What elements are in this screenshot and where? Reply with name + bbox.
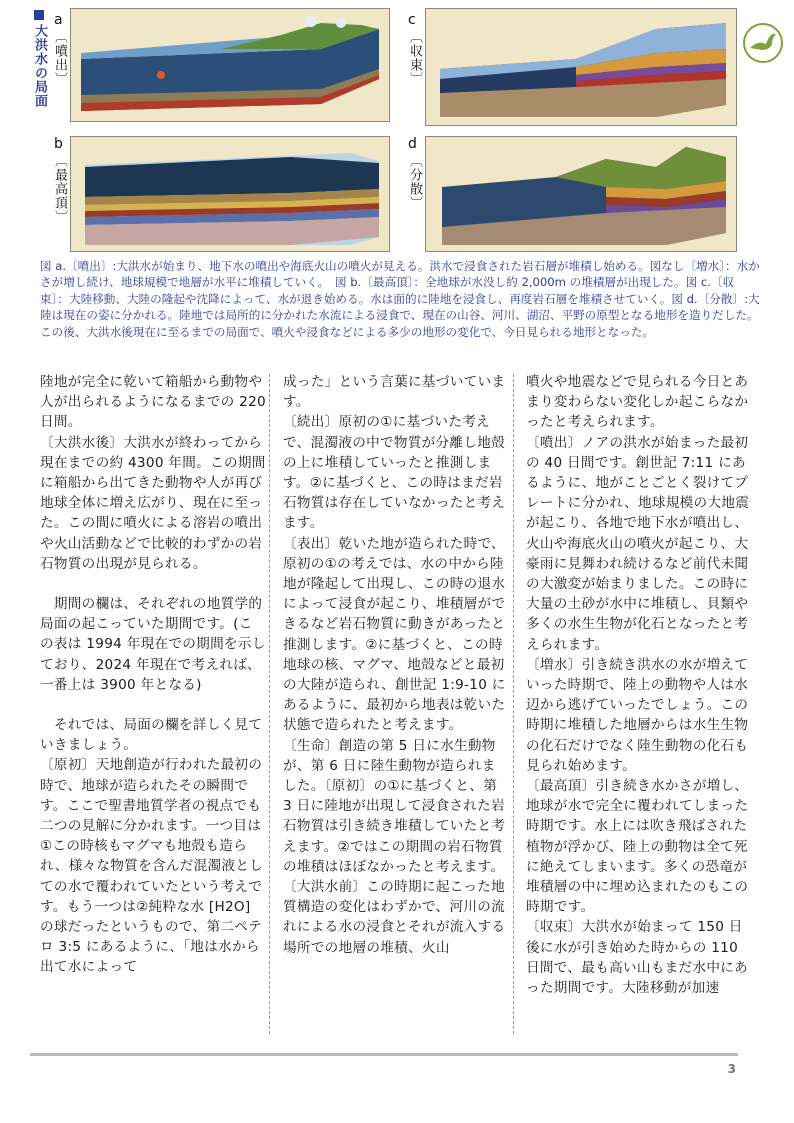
paragraph: 〔噴出〕ノアの洪水が始まった最初の 40 日間です。創世記 7:11 にあるように、地がことごとく裂けてプレートに分かれ、地球規模の大地震が起こり、各地で地下水が噴出し、火山や海底火山の噴火が起こり、大豪雨に見舞われ続けるなど前代未聞の大激変が始まりました。この時に大量の土砂が水中に堆積し、貝類や多くの水生生物が化石となったと考えられます。 xyxy=(526,434,750,653)
text-column-1 xyxy=(40,372,266,978)
figure-a-svg xyxy=(71,9,389,121)
paragraph: 〔収束〕大洪水が始まって 150 日後に水が引き始めた時からの 110 日間で、最も高い山もまだ水中にあった期間です。大陸移動が加速 xyxy=(526,919,749,997)
paragraph: 陸地が完全に乾いて箱船から動物や人が出られるようになるまでの 220 日間。 xyxy=(40,374,266,431)
figure-c-svg xyxy=(426,9,736,125)
dinosaur-logo-icon xyxy=(742,22,784,64)
panel-a-letter: a xyxy=(54,12,63,28)
panel-a-label: 〔噴出〕 xyxy=(52,30,67,86)
panel-c-label: 〔収束〕 xyxy=(407,30,422,86)
figure-b-svg xyxy=(71,137,389,251)
paragraph: それでは、局面の欄を詳しく見ていきましょう。 xyxy=(40,717,263,754)
page-number: 3 xyxy=(727,1062,736,1076)
paragraph: 〔原初〕天地創造が行われた最初の時で、地球が造られたその瞬間です。ここで聖書地質学者の視点でも二つの見解に分かれます。一つ目は①この時核もマグマも地殻も造られ、様々な物質を含んだ混濁液としての水で覆われていたという考えです。もう一つは②純粋な水 [H2O] の球だったというもので、第二ペテロ 3:5 にあるように、「地は水から出て水によって xyxy=(40,757,264,976)
paragraph: 〔最高頂〕引き続き水かさが増し、地球が水で完全に覆われてしまった時期です。水上には吹き飛ばされた植物が浮かび、陸上の動物は全て死に絶えてしまいます。多くの恐竜が堆積層の中に埋め込まれたのもこの時期です。 xyxy=(526,778,749,916)
side-heading xyxy=(30,8,48,108)
text-column-2 xyxy=(283,372,509,958)
panel-b-letter: b xyxy=(54,136,63,152)
panel-d-label: 〔分散〕 xyxy=(407,154,422,210)
figure-d-dispersion xyxy=(425,136,737,252)
side-heading-text: 大洪水の局面 xyxy=(32,24,47,108)
figure-b-highest xyxy=(70,136,390,252)
paragraph: 〔続出〕原初の①に基づいた考えで、混濁液の中で物質が分離し地殻の上に堆積していったと推測します。②に基づくと、この時はまだ岩石物質は存在していなかったと考えます。 xyxy=(283,414,506,532)
panel-b-label: 〔最高頂〕 xyxy=(52,154,67,224)
footer-rule xyxy=(30,1053,738,1056)
paragraph: 〔大洪水後〕大洪水が終わってから現在までの約 4300 年間。この期間に箱船から出てきた動物や人が再び地球全体に増え広がり、現在に至った。この間に噴火による溶岩の噴出や火山活動などで比較的わずかの岩石物質の出現が見られる。 xyxy=(40,434,266,572)
figure-caption: 図 a.〔噴出〕:大洪水が始まり、地下水の噴出や海底火山の噴火が見える。洪水で浸食された岩石層が堆積し始める。図なし〔増水〕：水かさが増し続け、地球規模で地層が水平に堆積していく。 図 b.〔最高頂〕：全地球が水没し約 2,000m の堆積層が出現した。図 c.〔収束〕：大陸移動、大陸の隆起や沈降によって、水が退き始める。水は面的に陸地を浸食し、再度岩石層を堆積させていく。図 d.〔分散〕:大陸は現在の姿に分かれる。陸地では局所的に分かれた水流による浸食で、現在の山谷、河川、湖沼、平野の原型となる地形を造りだした。この後、大洪水後現在に至るまでの局面で、噴火や浸食などによる多少の地形の変化で、今日見られる地形となった。 xyxy=(40,259,760,339)
paragraph: 期間の欄は、それぞれの地質学的局面の起こっていた期間です。(この表は 1994 年現在での期間を示しており、2024 年現在で考えれば、一番上は 3900 年となる) xyxy=(40,596,266,693)
paragraph: 〔増水〕引き続き洪水の水が増えていった時期で、陸上の動物や人は水辺から逃げていったでしょう。この時期に堆積した地層からは水生生物の化石だけでなく陸生動物の化石も見られ始めます。 xyxy=(526,656,749,774)
text-column-3 xyxy=(526,372,752,998)
figure-d-svg xyxy=(426,137,736,251)
heading-square-icon xyxy=(34,10,44,20)
paragraph: 〔表出〕乾いた地が造られた時で、原初の①の考えでは、水の中から陸地が隆起して出現し、この時の退水によって浸食が起こり、堆積層ができるなど岩石物質に動きがあったと推測します。②に基づくと、この時地球の核、マグマ、地殻などと最初の大陸が造られ、創世記 1:9-10 にあるように、最初から地表は乾いた状態で造られたと考えます。 xyxy=(283,535,506,734)
column-divider xyxy=(269,374,270,1034)
panel-d-letter: d xyxy=(408,136,417,152)
figure-c-convergence xyxy=(425,8,737,126)
panel-c-letter: c xyxy=(408,12,416,28)
paragraph: 〔生命〕創造の第 5 日に水生動物が、第 6 日に陸生動物が造られました。〔原初〕の①に基づくと、第 3 日に陸地が出現して浸食された岩石物質は引き続き堆積していたと考えます。②ではこの期間の岩石物質の堆積はほぼなかったと考えます。 xyxy=(283,737,506,875)
figure-a-eruption xyxy=(70,8,390,122)
paragraph: 〔大洪水前〕この時期に起こった地質構造の変化はわずかで、河川の流れによる水の浸食とそれが流入する場所での地層の堆積、火山 xyxy=(283,879,506,956)
paragraph: 噴火や地震などで見られる今日とあまり変わらない変化しか起こらなかったと考えられます。 xyxy=(526,374,749,431)
column-divider xyxy=(513,374,514,1034)
paragraph: 成った」という言葉に基づいています。 xyxy=(283,374,506,411)
